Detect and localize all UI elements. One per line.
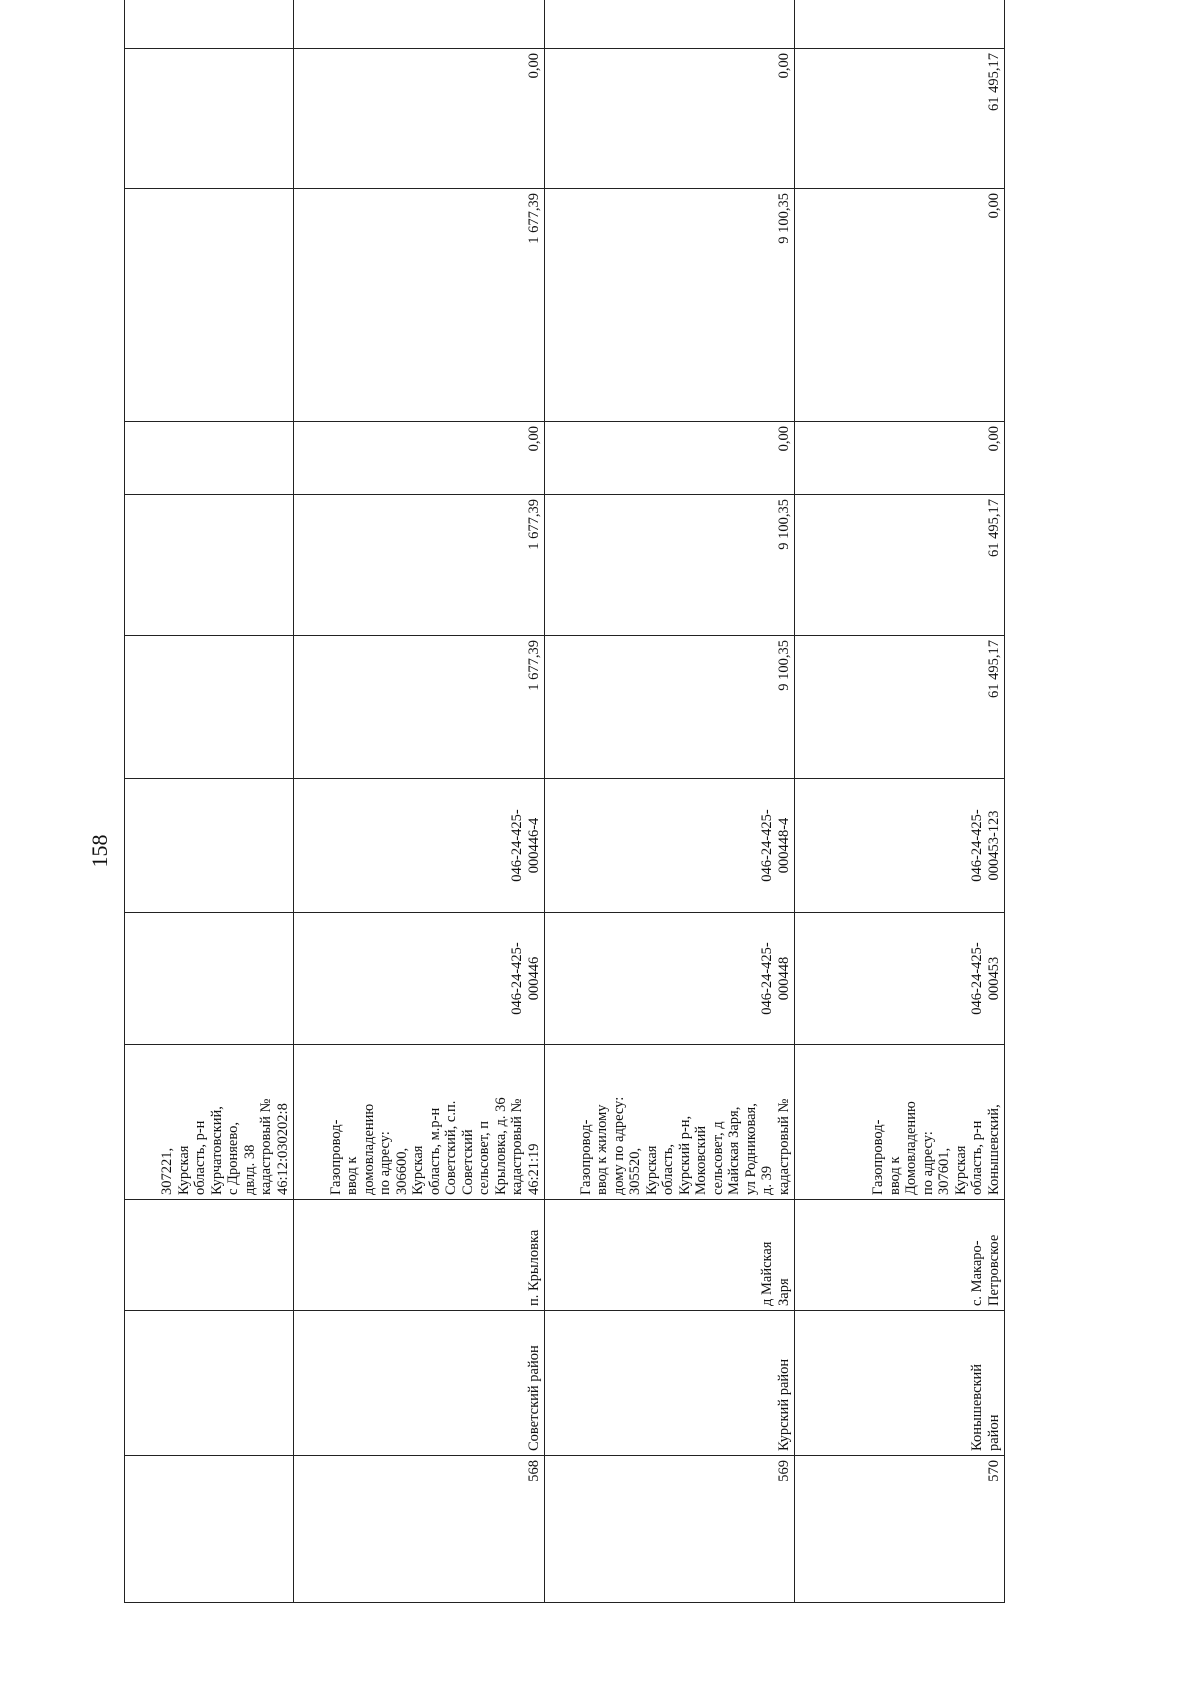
row-number-cell: 569 <box>545 1456 795 1603</box>
value-1-cell: 61 495,17 <box>795 636 1005 779</box>
value-1-cell <box>125 636 294 779</box>
object-id-cell: 046-24-425- 000448 <box>545 913 795 1045</box>
value-6-cell <box>125 0 294 49</box>
value-4-cell: 1 677,39 <box>294 189 545 422</box>
table-row <box>545 0 795 1603</box>
value-5-cell: 0,00 <box>545 49 795 189</box>
object-subid-cell: 046-24-425- 000453-123 <box>795 779 1005 913</box>
table-row <box>294 0 545 1603</box>
value-4-cell <box>125 189 294 422</box>
table-row <box>125 0 294 1603</box>
register-table <box>124 0 1005 1603</box>
district-cell: Конышевский район <box>795 1311 1005 1456</box>
value-1-cell: 1 677,39 <box>294 636 545 779</box>
object-id-cell: 046-24-425- 000453 <box>795 913 1005 1045</box>
value-5-cell: 61 495,17 <box>795 49 1005 189</box>
object-subid-cell: 046-24-425- 000446-4 <box>294 779 545 913</box>
table-row <box>795 0 1005 1603</box>
district-cell: Курский район <box>545 1311 795 1456</box>
value-2-cell: 61 495,17 <box>795 495 1005 636</box>
page-number: 158 <box>87 834 112 868</box>
locality-cell: с. Макаро- Петровское <box>795 1200 1005 1311</box>
locality-cell <box>125 1200 294 1311</box>
description-cell: Газопровод- ввод к жилому дому по адресу: 305520, Курская область, Курский р-н, Моковский сельсовет, д Майская Заря, ул Родниковая, д. 39 кадастровый № <box>545 1045 795 1200</box>
value-5-cell: 0,00 <box>294 49 545 189</box>
locality-cell: д Майская Заря <box>545 1200 795 1311</box>
object-id-cell: 046-24-425- 000446 <box>294 913 545 1045</box>
value-2-cell: 9 100,35 <box>545 495 795 636</box>
object-id-cell <box>125 913 294 1045</box>
value-6-cell <box>294 0 545 49</box>
value-2-cell: 1 677,39 <box>294 495 545 636</box>
value-3-cell: 0,00 <box>545 422 795 495</box>
description-cell: Газопровод- ввод к Домовладению по адресу: 307601, Курская область, р-н Конышевский, <box>795 1045 1005 1200</box>
object-subid-cell: 046-24-425- 000448-4 <box>545 779 795 913</box>
row-number-cell: 570 <box>795 1456 1005 1603</box>
value-2-cell <box>125 495 294 636</box>
district-cell: Советский район <box>294 1311 545 1456</box>
value-1-cell: 9 100,35 <box>545 636 795 779</box>
locality-cell: п. Крыловка <box>294 1200 545 1311</box>
value-3-cell: 0,00 <box>795 422 1005 495</box>
register-table-rotated <box>124 53 1004 1603</box>
value-4-cell: 0,00 <box>795 189 1005 422</box>
value-5-cell <box>125 49 294 189</box>
object-subid-cell <box>125 779 294 913</box>
value-3-cell: 0,00 <box>294 422 545 495</box>
value-4-cell: 9 100,35 <box>545 189 795 422</box>
description-cell: 307221, Курская область, р-н Курчатовский, с Дроняево, двлд. 38 кадастровый № 46:12:030202:8 <box>125 1045 294 1200</box>
row-number-cell: 568 <box>294 1456 545 1603</box>
value-3-cell <box>125 422 294 495</box>
value-6-cell <box>545 0 795 49</box>
description-cell: Газопровод- ввод к домовладению по адресу: 306600, Курская область, м.р-н Советский, с.п. Советский сельсовет, п Крыловка, д. 36 кадастровый № 46:21:19 <box>294 1045 545 1200</box>
value-6-cell <box>795 0 1005 49</box>
district-cell <box>125 1311 294 1456</box>
row-number-cell <box>125 1456 294 1603</box>
